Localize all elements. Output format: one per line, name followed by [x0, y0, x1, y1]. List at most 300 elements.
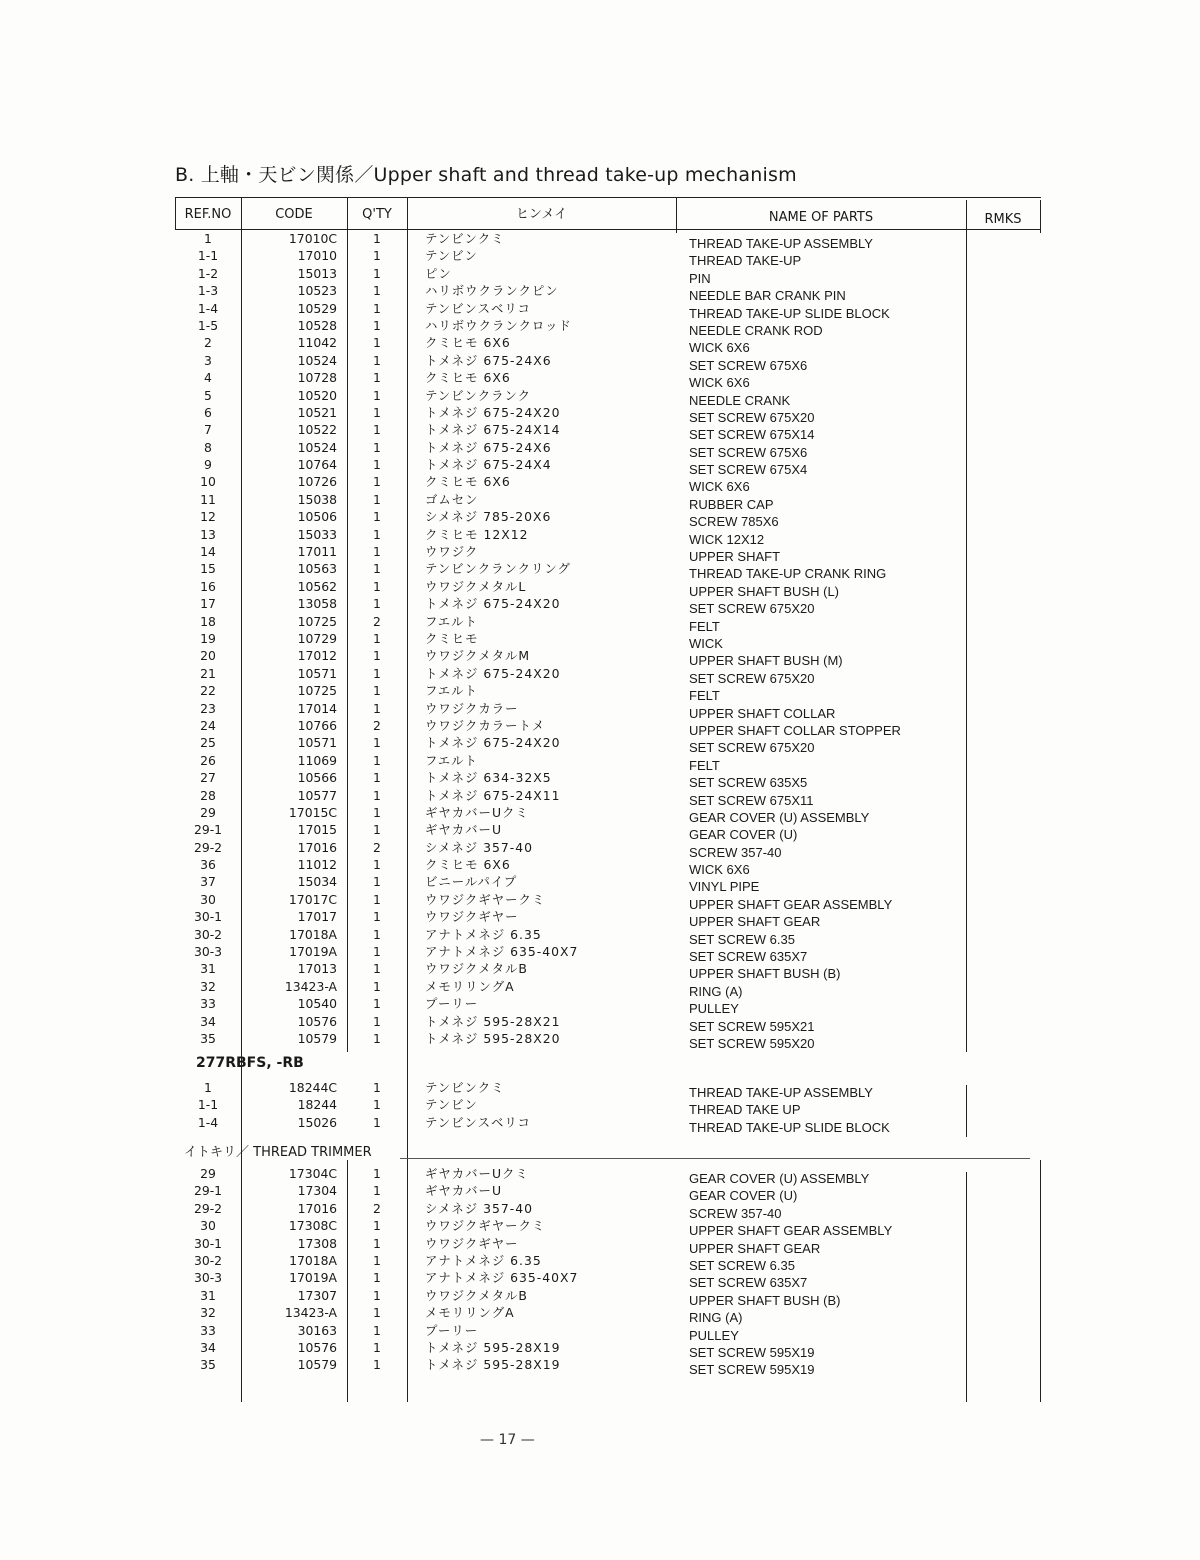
code-cell: 10528	[297, 317, 337, 333]
section-label-rbfs: 277RBFS, -RB	[196, 1055, 304, 1071]
code-cell: 11012	[297, 857, 337, 873]
table-row	[175, 717, 1045, 738]
code-cell: 10725	[297, 613, 337, 629]
table-row	[175, 473, 1045, 495]
ref-cell: 1-1	[197, 1097, 219, 1113]
qty-cell: 1	[373, 961, 381, 977]
ref-cell: 1-4	[197, 1114, 219, 1130]
table-row	[175, 665, 1045, 686]
qty-cell: 1	[373, 457, 381, 473]
code-cell: 17019A	[289, 944, 337, 960]
table-row	[175, 1114, 1045, 1135]
qty-cell: 1	[373, 544, 381, 560]
ref-cell: 1-5	[197, 317, 219, 333]
qty-cell: 2	[373, 1200, 381, 1216]
table-row	[175, 630, 1045, 651]
qty-cell: 1	[373, 665, 381, 681]
ref-cell: 11	[200, 491, 216, 507]
ref-cell: 30-3	[193, 944, 223, 960]
table-row	[175, 387, 1045, 408]
ref-cell: 30	[200, 891, 216, 907]
qty-cell: 1	[373, 1270, 381, 1286]
qty-cell: 1	[373, 352, 381, 368]
kana-name-cell: ギヤカバーU	[425, 1183, 503, 1199]
kana-name-cell: メモリリングA	[425, 978, 515, 994]
table-row	[175, 613, 1045, 634]
qty-cell: 1	[373, 509, 381, 525]
part-name-cell: WICK 6X6	[689, 479, 750, 495]
ref-cell: 30-1	[193, 1235, 223, 1251]
part-name-cell: SET SCREW 635X7	[689, 949, 808, 965]
code-cell: 17307	[297, 1287, 337, 1303]
part-name-cell: SET SCREW 675X20	[689, 601, 815, 617]
code-cell: 10566	[297, 770, 337, 786]
qty-cell: 1	[373, 1166, 381, 1181]
qty-cell: 1	[373, 857, 381, 873]
code-cell: 15026	[297, 1114, 337, 1130]
kana-name-cell: ウワジクメタルB	[425, 1287, 528, 1303]
qty-cell: 2	[373, 717, 381, 733]
code-cell: 10523	[297, 283, 337, 299]
code-cell: 10524	[297, 439, 337, 455]
qty-cell: 1	[373, 630, 381, 646]
part-name-cell: RUBBER CAP	[689, 496, 774, 512]
ref-cell: 32	[200, 1305, 216, 1321]
ref-cell: 17	[200, 596, 216, 612]
ref-cell: 29-1	[193, 822, 223, 838]
ref-cell: 25	[200, 735, 216, 751]
code-cell: 13423-A	[284, 978, 337, 994]
qty-cell: 1	[373, 891, 381, 907]
code-cell: 15013	[297, 265, 337, 281]
code-cell: 15033	[297, 526, 337, 542]
part-name-cell: GEAR COVER (U) ASSEMBLY	[689, 809, 870, 825]
table-row	[175, 421, 1045, 443]
code-cell: 10522	[297, 422, 337, 438]
kana-name-cell: ウワジク	[425, 544, 479, 560]
part-name-cell: SET SCREW 675X20	[689, 670, 815, 686]
ref-cell: 9	[204, 457, 212, 473]
page-number: — 17 —	[480, 1432, 535, 1448]
ref-cell: 13	[200, 526, 216, 542]
part-name-cell: UPPER SHAFT BUSH (B)	[689, 966, 841, 982]
part-name-cell: GEAR COVER (U)	[689, 827, 798, 843]
ref-cell: 27	[200, 770, 216, 786]
kana-name-cell: クミヒモ 12X12	[425, 526, 529, 542]
table-row	[175, 995, 1045, 1017]
table-row	[175, 282, 1045, 304]
part-name-cell: GEAR COVER (U) ASSEMBLY	[689, 1171, 870, 1186]
table-row	[175, 334, 1045, 356]
qty-cell: 1	[373, 596, 381, 612]
part-name-cell: SET SCREW 595X19	[689, 1362, 815, 1378]
kana-name-cell: ギヤカバーU	[425, 822, 503, 838]
part-name-cell: PULLEY	[689, 1327, 739, 1343]
part-name-cell: SET SCREW 675X14	[689, 427, 815, 443]
part-name-cell: UPPER SHAFT COLLAR STOPPER	[689, 722, 901, 738]
table-row	[175, 456, 1045, 478]
kana-name-cell: クミヒモ 6X6	[425, 370, 511, 386]
ref-cell: 1	[204, 231, 212, 246]
ref-cell: 8	[204, 439, 212, 455]
part-name-cell: SET SCREW 675X11	[689, 792, 814, 808]
table-row	[175, 1356, 1045, 1378]
table-row	[175, 1287, 1045, 1308]
kana-name-cell: クミヒモ 6X6	[425, 857, 511, 873]
kana-name-cell: トメネジ 675-24X20	[425, 735, 561, 751]
kana-name-cell: フエルト	[425, 752, 478, 768]
rbfs-parts-table	[175, 1079, 1045, 1135]
kana-name-cell: フエルト	[425, 683, 478, 699]
ref-cell: 35	[200, 1357, 216, 1373]
table-row	[175, 960, 1045, 982]
ref-cell: 20	[200, 648, 216, 664]
qty-cell: 1	[373, 1030, 381, 1046]
qty-cell: 1	[373, 1235, 381, 1251]
part-name-cell: UPPER SHAFT GEAR ASSEMBLY	[689, 896, 893, 912]
code-cell: 17016	[297, 839, 337, 855]
ref-cell: 33	[200, 1322, 216, 1338]
qty-cell: 1	[373, 1080, 381, 1095]
part-name-cell: SET SCREW 6.35	[689, 1257, 795, 1273]
qty-cell: 1	[373, 926, 381, 942]
table-row	[175, 1235, 1045, 1256]
table-row	[175, 439, 1045, 460]
part-name-cell: SET SCREW 675X20	[689, 740, 815, 756]
kana-name-cell: ゴムセン	[425, 491, 479, 507]
kana-name-cell: テンビンクランク	[425, 387, 532, 403]
ref-cell: 31	[200, 1287, 216, 1303]
part-name-cell: SET SCREW 595X21	[689, 1018, 815, 1034]
code-cell: 10524	[297, 352, 337, 368]
table-row	[175, 1079, 1045, 1100]
ref-cell: 29-2	[193, 839, 223, 855]
code-cell: 17017C	[288, 891, 337, 907]
kana-name-cell: アナトメネジ 635-40X7	[425, 1270, 579, 1286]
qty-cell: 1	[373, 770, 381, 786]
ref-cell: 4	[204, 370, 212, 386]
code-cell: 15034	[297, 874, 337, 890]
table-row	[175, 578, 1045, 599]
code-cell: 17018A	[289, 926, 337, 942]
part-name-cell: NEEDLE CRANK	[689, 392, 791, 408]
qty-cell: 1	[373, 283, 381, 299]
ref-cell: 1-2	[197, 265, 219, 281]
table-row	[175, 873, 1045, 895]
part-name-cell: SET SCREW 675X4	[689, 462, 808, 478]
code-cell: 10728	[297, 370, 337, 386]
part-name-cell: WICK 6X6	[689, 375, 750, 391]
table-row	[175, 560, 1045, 582]
code-cell: 10529	[297, 300, 337, 316]
ref-cell: 24	[200, 717, 216, 733]
ref-cell: 30-1	[193, 909, 223, 925]
code-cell: 10540	[297, 996, 337, 1012]
kana-name-cell: ギヤカバーUクミ	[425, 804, 529, 820]
code-cell: 10576	[297, 1339, 337, 1355]
ref-cell: 29-1	[193, 1183, 223, 1199]
code-cell: 10506	[297, 509, 337, 525]
qty-cell: 1	[373, 248, 381, 264]
table-row	[175, 700, 1045, 721]
table-row	[175, 1252, 1045, 1273]
ref-cell: 1-4	[197, 300, 219, 316]
table-row	[175, 856, 1045, 878]
qty-cell: 1	[373, 648, 381, 664]
code-cell: 11069	[297, 752, 337, 768]
kana-name-cell: トメネジ 675-24X6	[425, 439, 552, 455]
ref-cell: 2	[204, 335, 212, 351]
kana-name-cell: メモリリングA	[425, 1305, 515, 1321]
ref-cell: 14	[200, 544, 216, 560]
ref-cell: 26	[200, 752, 216, 768]
qty-cell: 1	[373, 1252, 381, 1268]
trimmer-divider	[400, 1158, 1030, 1159]
qty-cell: 1	[373, 1013, 381, 1029]
code-cell: 17018A	[289, 1252, 337, 1268]
kana-name-cell: ウワジクメタルB	[425, 961, 528, 977]
part-name-cell: NEEDLE BAR CRANK PIN	[689, 288, 846, 304]
qty-cell: 1	[373, 1218, 381, 1234]
ref-cell: 15	[200, 561, 216, 577]
qty-cell: 1	[373, 978, 381, 994]
kana-name-cell: ビニールパイプ	[425, 874, 518, 890]
part-name-cell: SET SCREW 675X6	[689, 357, 808, 373]
qty-cell: 1	[373, 683, 381, 699]
qty-cell: 1	[373, 996, 381, 1012]
kana-name-cell: ウワジクカラー	[425, 700, 519, 716]
qty-cell: 1	[373, 1339, 381, 1355]
ref-cell: 3	[204, 352, 212, 368]
qty-cell: 1	[373, 752, 381, 768]
kana-name-cell: シメネジ 357-40	[425, 1200, 534, 1216]
ref-cell: 30	[200, 1218, 216, 1234]
kana-name-cell: テンビンスベリコ	[425, 1114, 531, 1130]
kana-name-cell: テンビンクランクリング	[425, 561, 571, 577]
ref-cell: 33	[200, 996, 216, 1012]
qty-cell: 1	[373, 700, 381, 716]
part-name-cell: SET SCREW 675X6	[689, 444, 808, 460]
qty-cell: 1	[373, 300, 381, 316]
ref-cell: 29-2	[193, 1200, 223, 1216]
table-row	[175, 647, 1045, 669]
part-name-cell: PULLEY	[689, 1001, 739, 1017]
code-cell: 17012	[297, 648, 337, 664]
page-title: B. 上軸・天ビン関係／Upper shaft and thread take-up mechanism	[175, 164, 797, 186]
part-name-cell: WICK 12X12	[689, 531, 765, 547]
qty-cell: 1	[373, 787, 381, 803]
table-row	[175, 1304, 1045, 1326]
table-row	[175, 1182, 1045, 1204]
code-cell: 13423-A	[284, 1305, 337, 1321]
ref-cell: 30-2	[193, 1252, 223, 1268]
table-row	[175, 1269, 1045, 1291]
header-name: NAME OF PARTS	[768, 210, 874, 225]
code-cell: 17014	[297, 700, 337, 716]
ref-cell: 16	[200, 578, 216, 594]
ref-cell: 29	[200, 804, 216, 820]
kana-name-cell: ピン	[425, 265, 452, 281]
table-row	[175, 1165, 1045, 1186]
kana-name-cell: トメネジ 675-24X20	[425, 596, 561, 612]
table-row	[175, 891, 1045, 912]
kana-name-cell: シメネジ 785-20X6	[425, 509, 552, 525]
table-row	[175, 1096, 1045, 1118]
table-row	[175, 1339, 1045, 1360]
part-name-cell: PIN	[689, 270, 711, 286]
table-row	[175, 769, 1045, 791]
table-row	[175, 804, 1045, 825]
table-row	[175, 1322, 1045, 1343]
part-name-cell: NEEDLE CRANK ROD	[689, 322, 823, 338]
code-cell: 10577	[297, 787, 337, 803]
kana-name-cell: ハリボウクランクロッド	[425, 317, 572, 333]
code-cell: 10764	[297, 457, 337, 473]
code-cell: 15038	[297, 491, 337, 507]
ref-cell: 7	[204, 422, 212, 438]
kana-name-cell: シメネジ 357-40	[425, 839, 534, 855]
ref-cell: 1-3	[197, 283, 219, 299]
table-row	[175, 752, 1045, 773]
ref-cell: 29	[200, 1166, 216, 1181]
ref-cell: 28	[200, 787, 216, 803]
code-cell: 18244	[297, 1097, 337, 1113]
code-cell: 17010C	[288, 231, 337, 246]
qty-cell: 1	[373, 804, 381, 820]
ref-cell: 19	[200, 630, 216, 646]
table-row	[175, 839, 1045, 860]
ref-cell: 37	[200, 874, 216, 890]
ref-cell: 31	[200, 961, 216, 977]
qty-cell: 2	[373, 839, 381, 855]
ref-cell: 10	[200, 474, 216, 490]
ref-cell: 35	[200, 1030, 216, 1046]
ref-cell: 1	[204, 1080, 212, 1095]
kana-name-cell: トメネジ 675-24X14	[425, 422, 561, 438]
table-row	[175, 1200, 1045, 1221]
table-row	[175, 926, 1045, 947]
table-row	[175, 1030, 1045, 1051]
part-name-cell: GEAR COVER (U)	[689, 1188, 798, 1204]
table-row	[175, 595, 1045, 617]
kana-name-cell: プーリー	[425, 996, 479, 1012]
ref-cell: 23	[200, 700, 216, 716]
qty-cell: 1	[373, 1305, 381, 1321]
part-name-cell: UPPER SHAFT BUSH (M)	[689, 653, 843, 669]
part-name-cell: WICK 6X6	[689, 862, 750, 878]
code-cell: 17017	[297, 909, 337, 925]
qty-cell: 1	[373, 1322, 381, 1338]
table-row	[175, 978, 1045, 999]
code-cell: 17019A	[289, 1270, 337, 1286]
kana-name-cell: トメネジ 675-24X11	[425, 787, 561, 803]
part-name-cell: UPPER SHAFT GEAR	[689, 1240, 821, 1256]
ref-cell: 34	[200, 1339, 216, 1355]
qty-cell: 1	[373, 474, 381, 490]
code-cell: 10571	[297, 735, 337, 751]
table-row	[175, 821, 1045, 843]
ref-cell: 22	[200, 683, 216, 699]
kana-name-cell: トメネジ 675-24X6	[425, 352, 552, 368]
qty-cell: 2	[373, 613, 381, 629]
kana-name-cell: フエルト	[425, 613, 478, 629]
kana-name-cell: トメネジ 675-24X20	[425, 404, 561, 420]
ref-cell: 21	[200, 665, 216, 681]
qty-cell: 1	[373, 561, 381, 577]
table-row	[175, 317, 1045, 338]
part-name-cell: THREAD TAKE-UP ASSEMBLY	[689, 236, 873, 251]
kana-name-cell: ウワジクギヤー	[425, 909, 519, 925]
code-cell: 10520	[297, 387, 337, 403]
code-cell: 18244C	[288, 1080, 337, 1095]
kana-name-cell: クミヒモ 6X6	[425, 335, 511, 351]
kana-name-cell: テンビン	[425, 1097, 478, 1113]
code-cell: 10563	[297, 561, 337, 577]
kana-name-cell: テンビンクミ	[425, 1080, 505, 1095]
code-cell: 10725	[297, 683, 337, 699]
code-cell: 17308C	[288, 1218, 337, 1234]
qty-cell: 1	[373, 1357, 381, 1373]
part-name-cell: SET SCREW 635X7	[689, 1275, 808, 1291]
ref-cell: 30-3	[193, 1270, 223, 1286]
table-row	[175, 734, 1045, 756]
kana-name-cell: クミヒモ 6X6	[425, 474, 511, 490]
code-cell: 10562	[297, 578, 337, 594]
ref-cell: 1-1	[197, 248, 219, 264]
part-name-cell: THREAD TAKE-UP	[689, 253, 802, 269]
qty-cell: 1	[373, 491, 381, 507]
code-cell: 17015	[297, 822, 337, 838]
part-name-cell: SCREW 357-40	[689, 844, 782, 860]
qty-cell: 1	[373, 231, 381, 246]
code-cell: 11042	[297, 335, 337, 351]
table-row	[175, 682, 1045, 704]
table-row	[175, 369, 1045, 391]
part-name-cell: SET SCREW 595X20	[689, 1035, 815, 1051]
qty-cell: 1	[373, 526, 381, 542]
code-cell: 17015C	[288, 804, 337, 820]
ref-cell: 32	[200, 978, 216, 994]
ref-cell: 6	[204, 404, 212, 420]
header-ref: REF.NO	[184, 207, 232, 222]
table-row	[175, 1217, 1045, 1239]
header-kana: ヒンメイ	[515, 207, 568, 222]
kana-name-cell: アナトメネジ 6.35	[425, 1252, 542, 1268]
header-qty: Q'TY	[362, 207, 392, 222]
part-name-cell: SET SCREW 675X20	[689, 409, 815, 425]
code-cell: 17308	[297, 1235, 337, 1251]
kana-name-cell: トメネジ 595-28X21	[425, 1013, 561, 1029]
kana-name-cell: トメネジ 634-32X5	[425, 770, 552, 786]
qty-cell: 1	[373, 370, 381, 386]
part-name-cell: THREAD TAKE-UP SLIDE BLOCK	[689, 305, 890, 321]
code-cell: 17016	[297, 1200, 337, 1216]
qty-cell: 1	[373, 735, 381, 751]
qty-cell: 1	[373, 944, 381, 960]
table-row	[175, 543, 1045, 565]
table-top-border	[175, 197, 1041, 198]
kana-name-cell: ギヤカバーUクミ	[425, 1166, 529, 1181]
part-name-cell: VINYL PIPE	[689, 879, 760, 895]
ref-cell: 12	[200, 509, 216, 525]
header-code: CODE	[275, 207, 313, 222]
qty-cell: 1	[373, 1097, 381, 1113]
part-name-cell: FELT	[689, 618, 720, 634]
code-cell: 17304C	[288, 1166, 337, 1181]
code-cell: 30163	[297, 1322, 337, 1338]
kana-name-cell: トメネジ 595-28X19	[425, 1339, 561, 1355]
code-cell: 17011	[297, 544, 337, 560]
